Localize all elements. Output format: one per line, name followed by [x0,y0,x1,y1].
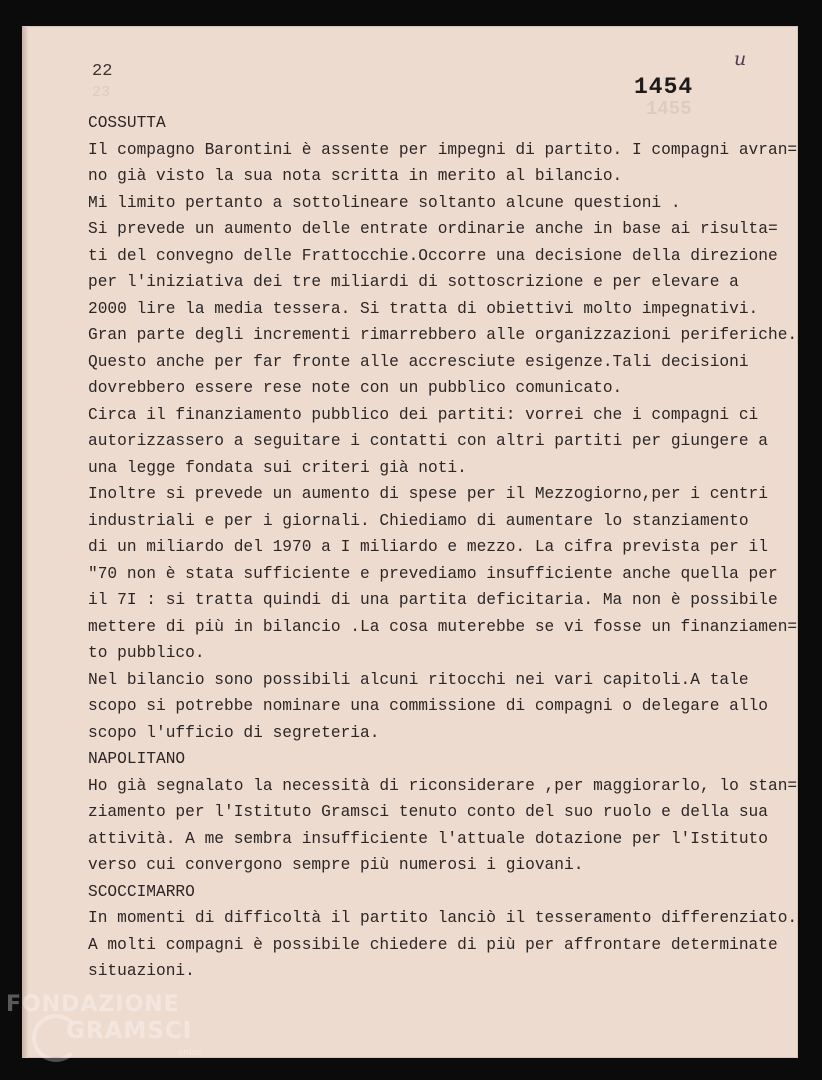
page-number: 22 [92,62,113,81]
text-line: to pubblico. [88,644,205,662]
text-line: Si prevede un aumento delle entrate ordinarie anche in base ai risulta= [88,220,778,238]
text-line: industriali e per i giornali. Chiediamo di aumentare lo stanziamento [88,511,749,530]
text-line: Nel bilancio sono possibili alcuni ritocchi nei vari capitoli.A tale [88,670,749,689]
text-line: per l'iniziativa dei tre miliardi di sottoscrizione e per elevare a [88,273,739,291]
text-line: Circa il finanziamento pubblico dei partiti: vorrei che i compagni ci [88,405,759,424]
text-line: Il compagno Barontini è assente per impegni di partito. I compagni avran= [88,140,798,159]
handwritten-pencil-note: u [734,48,747,70]
text-line: In momenti di difficoltà il partito lanciò il tesseramento differenziato. [88,909,798,927]
watermark-line-1: FONDAZIONE [6,992,180,1017]
text-line: di un miliardo del 1970 a I miliardo e mezzo. La cifra prevista per il [88,538,768,556]
speaker-name: COSSUTTA [88,114,166,132]
watermark-line-3: onlus [178,1048,203,1058]
text-line: situazioni. [88,962,195,980]
text-line: ti del convegno delle Frattocchie.Occorre una decisione della direzione [88,246,778,265]
text-line: ziamento per l'Istituto Gramsci tenuto conto del suo ruolo e della sua [88,803,768,821]
text-line: attività. A me sembra insufficiente l'attuale dotazione per l'Istituto [88,829,768,848]
watermark-line-2: GRAMSCI [66,1018,193,1044]
text-line: mettere di più in bilancio .La cosa muterebbe se vi fosse un finanziamen= [88,617,798,636]
text-line: dovrebbero essere rese note con un pubblico comunicato. [88,379,623,397]
text-line: autorizzassero a seguitare i contatti con altri partiti per giungere a [88,432,768,450]
text-line: no già visto la sua nota scritta in merito al bilancio. [88,167,623,185]
page-binding-edge [22,26,28,1058]
text-line: il 7I : si tratta quindi di una partita deficitaria. Ma non è possibile [88,591,778,609]
text-line: A molti compagni è possibile chiedere di più per affrontare determinate [88,935,778,954]
text-line: Questo anche per far fronte alle accresciute esigenze.Tali decisioni [88,352,749,371]
speaker-name: SCOCCIMARRO [88,882,195,901]
speaker-name: NAPOLITANO [88,750,186,768]
bleed-through-page-number: 23 [92,84,111,101]
text-line: verso cui convergono sempre più numerosi i giovani. [88,856,584,874]
text-line: scopo si potrebbe nominare una commissione di compagni o delegare allo [88,697,768,715]
typewritten-page [22,26,798,1058]
text-line: 2000 lire la media tessera. Si tratta di obiettivi molto impegnativi. [88,299,759,318]
typewritten-text-block [88,110,798,985]
text-line: Inoltre si prevede un aumento di spese per il Mezzogiorno,per i centri [88,485,768,503]
text-line: "70 non è stata sufficiente e prevediamo insufficiente anche quella per [88,564,778,583]
text-line: Ho già segnalato la necessità di riconsiderare ,per maggiorarlo, lo stan= [88,776,798,795]
text-line: una legge fondata sui criteri già noti. [88,458,467,477]
bleed-through-document-number: 1455 [646,98,692,120]
text-line: scopo l'ufficio di segreteria. [88,723,380,742]
text-line: Gran parte degli incrementi rimarrebbero alle organizzazioni periferiche. [88,326,798,344]
document-number: 1454 [634,74,694,100]
fondazione-gramsci-watermark [2,984,232,1074]
text-line: Mi limito pertanto a sottolineare soltanto alcune questioni . [88,193,681,212]
